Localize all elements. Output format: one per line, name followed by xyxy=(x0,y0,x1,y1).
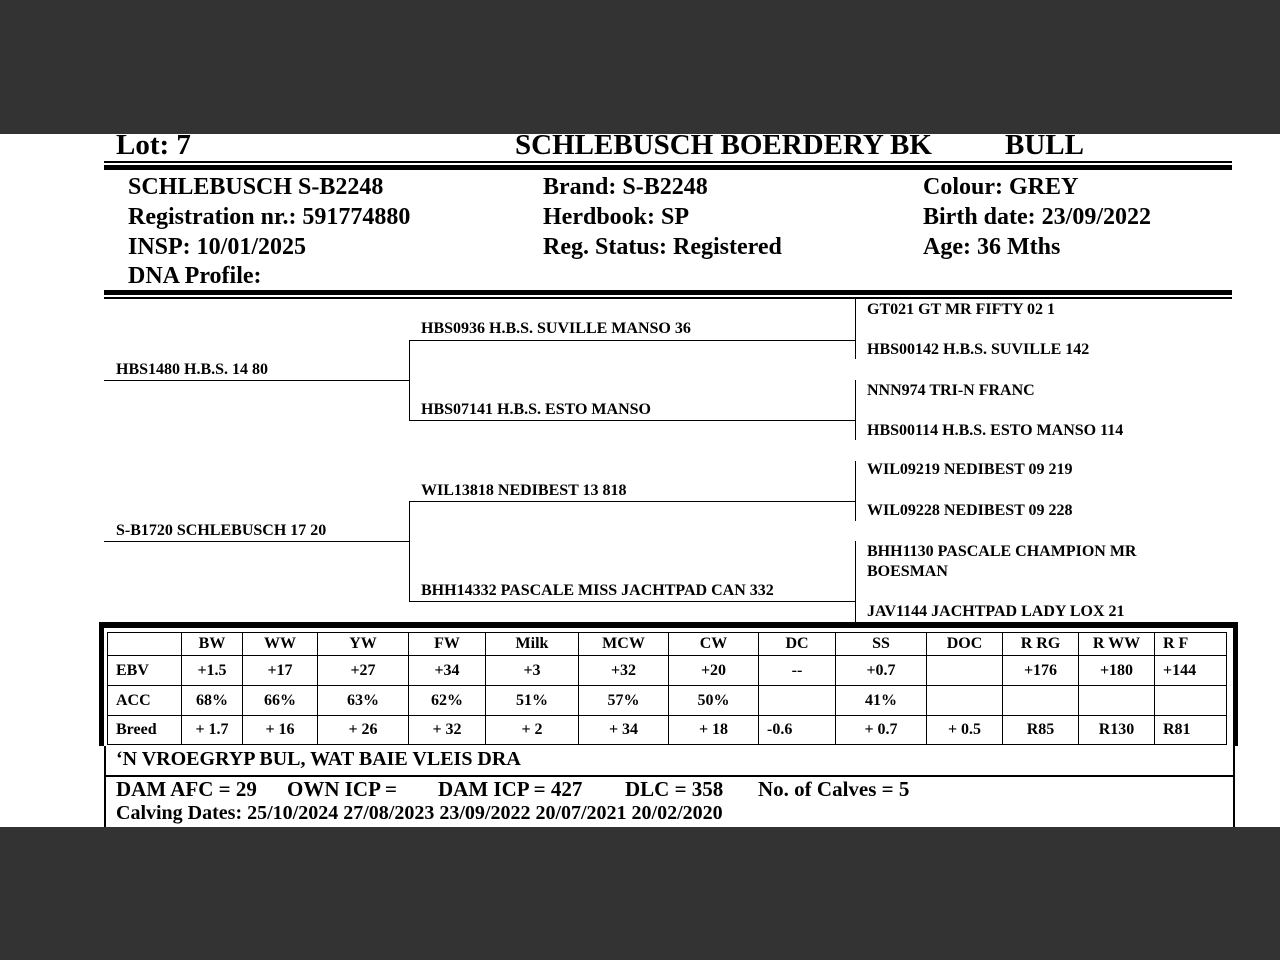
ebv-cell: +27 xyxy=(318,656,409,686)
dam-name: S-B1720 SCHLEBUSCH 17 20 xyxy=(116,522,327,539)
ebv-cell xyxy=(927,656,1003,686)
acc-cell: 57% xyxy=(579,686,669,716)
birth-date: Birth date: 23/09/2022 xyxy=(923,204,1151,230)
info-rule-thick xyxy=(104,290,1232,295)
breed-cell: + 16 xyxy=(243,716,318,745)
own-icp: OWN ICP = xyxy=(287,777,397,801)
ebv-cell: +34 xyxy=(409,656,486,686)
row-label: EBV xyxy=(108,656,182,686)
great-grandparent-4: HBS00114 H.B.S. ESTO MANSO 114 xyxy=(867,422,1124,439)
ebv-column-header: R F xyxy=(1155,633,1227,656)
ebv-column-header: WW xyxy=(243,633,318,656)
pedigree-line-sire xyxy=(104,380,409,381)
pedigree-vline-gg1 xyxy=(855,299,856,359)
breed-cell: + 0.5 xyxy=(927,716,1003,745)
row-label: ACC xyxy=(108,686,182,716)
dam-sire-name: WIL13818 NEDIBEST 13 818 xyxy=(421,482,627,499)
ebv-column-header: FW xyxy=(409,633,486,656)
herdbook: Herdbook: SP xyxy=(543,204,690,230)
ebv-header-row xyxy=(108,633,1227,656)
ebv-column-header: MCW xyxy=(579,633,669,656)
ebv-cell: +176 xyxy=(1003,656,1079,686)
pedigree-line-sire-sire xyxy=(409,340,855,341)
ebv-corner-cell xyxy=(108,633,182,656)
ebv-row-acc xyxy=(108,686,1227,716)
great-grandparent-6: WIL09228 NEDIBEST 09 228 xyxy=(867,502,1073,519)
inspection-date: INSP: 10/01/2025 xyxy=(128,234,307,260)
number-of-calves: No. of Calves = 5 xyxy=(758,777,910,801)
ebv-row-ebv xyxy=(108,656,1227,686)
ebv-cell: +20 xyxy=(669,656,759,686)
brand: Brand: S-B2248 xyxy=(543,174,708,200)
breed-cell: -0.6 xyxy=(759,716,836,745)
info-rule-thin xyxy=(104,297,1232,299)
breed-cell: + 2 xyxy=(486,716,579,745)
header-rule-thick xyxy=(104,165,1232,170)
breed-cell: R130 xyxy=(1079,716,1155,745)
pedigree-line-sire-dam xyxy=(409,420,855,421)
header-rule-thin xyxy=(104,161,1232,163)
great-grandparent-3: NNN974 TRI-N FRANC xyxy=(867,382,1035,399)
pedigree-line-dam xyxy=(104,541,409,542)
breeder-name: SCHLEBUSCH BOERDERY BK xyxy=(515,134,932,161)
pedigree-vline-dam xyxy=(409,501,410,601)
ebv-column-header: CW xyxy=(669,633,759,656)
dam-icp: DAM ICP = 427 xyxy=(438,777,583,801)
ebv-column-header: YW xyxy=(318,633,409,656)
animal-sex: BULL xyxy=(1005,134,1084,161)
breed-cell: + 26 xyxy=(318,716,409,745)
breed-cell: + 32 xyxy=(409,716,486,745)
acc-cell: 50% xyxy=(669,686,759,716)
ebv-column-header: R WW xyxy=(1079,633,1155,656)
catalogue-sheet xyxy=(0,134,1280,827)
ebv-cell: +180 xyxy=(1079,656,1155,686)
ebv-column-header: DOC xyxy=(927,633,1003,656)
pedigree-vline-gg4 xyxy=(855,541,856,625)
great-grandparent-7-cont: BOESMAN xyxy=(867,563,948,580)
ebv-row-breed xyxy=(108,716,1227,745)
sire-dam-name: HBS07141 H.B.S. ESTO MANSO xyxy=(421,401,651,418)
great-grandparent-2: HBS00142 H.B.S. SUVILLE 142 xyxy=(867,341,1090,358)
ebv-column-header: SS xyxy=(836,633,927,656)
ebv-column-header: Milk xyxy=(486,633,579,656)
ebv-cell: +0.7 xyxy=(836,656,927,686)
pedigree-vline-sire xyxy=(409,340,410,420)
breed-cell: R85 xyxy=(1003,716,1079,745)
great-grandparent-7: BHH1130 PASCALE CHAMPION MR xyxy=(867,543,1137,560)
breed-cell: + 18 xyxy=(669,716,759,745)
pedigree-line-dam-sire xyxy=(409,501,855,502)
ebv-cell: -- xyxy=(759,656,836,686)
acc-cell xyxy=(1079,686,1155,716)
calving-dates: Calving Dates: 25/10/2024 27/08/2023 23/09/2022 20/07/2021 20/02/2020 xyxy=(116,802,723,824)
colour: Colour: GREY xyxy=(923,174,1079,200)
acc-cell: 62% xyxy=(409,686,486,716)
ebv-column-header: R RG xyxy=(1003,633,1079,656)
row-label: Breed xyxy=(108,716,182,745)
great-grandparent-5: WIL09219 NEDIBEST 09 219 xyxy=(867,461,1073,478)
dam-dam-name: BHH14332 PASCALE MISS JACHTPAD CAN 332 xyxy=(421,582,774,599)
pedigree-vline-gg3 xyxy=(855,461,856,521)
acc-cell: 63% xyxy=(318,686,409,716)
ebv-cell: +3 xyxy=(486,656,579,686)
acc-cell xyxy=(1003,686,1079,716)
sire-name: HBS1480 H.B.S. 14 80 xyxy=(116,361,269,378)
ebv-table xyxy=(107,632,1227,745)
great-grandparent-1: GT021 GT MR FIFTY 02 1 xyxy=(867,301,1056,318)
description: ‘N VROEGRYP BUL, WAT BAIE VLEIS DRA xyxy=(116,748,521,770)
registration-number: Registration nr.: 591774880 xyxy=(128,204,411,230)
sire-sire-name: HBS0936 H.B.S. SUVILLE MANSO 36 xyxy=(421,320,691,337)
age: Age: 36 Mths xyxy=(923,234,1061,260)
great-grandparent-8: JAV1144 JACHTPAD LADY LOX 21 xyxy=(867,603,1125,620)
ebv-column-header: DC xyxy=(759,633,836,656)
ebv-cell: +1.5 xyxy=(182,656,243,686)
ebv-cell: +17 xyxy=(243,656,318,686)
acc-cell xyxy=(759,686,836,716)
dlc: DLC = 358 xyxy=(625,777,724,801)
breed-cell: + 34 xyxy=(579,716,669,745)
acc-cell xyxy=(1155,686,1227,716)
lot-number: Lot: 7 xyxy=(116,134,191,161)
ebv-cell: +32 xyxy=(579,656,669,686)
dam-afc: DAM AFC = 29 xyxy=(116,777,257,801)
breed-cell: R81 xyxy=(1155,716,1227,745)
acc-cell: 66% xyxy=(243,686,318,716)
ebv-cell: +144 xyxy=(1155,656,1227,686)
ebv-column-header: BW xyxy=(182,633,243,656)
acc-cell: 41% xyxy=(836,686,927,716)
pedigree-line-dam-dam xyxy=(409,601,855,602)
pedigree-vline-gg2 xyxy=(855,380,856,440)
breed-cell: + 1.7 xyxy=(182,716,243,745)
registration-status: Reg. Status: Registered xyxy=(543,234,782,260)
dna-profile: DNA Profile: xyxy=(128,263,262,289)
breed-cell: + 0.7 xyxy=(836,716,927,745)
acc-cell xyxy=(927,686,1003,716)
acc-cell: 68% xyxy=(182,686,243,716)
animal-name: SCHLEBUSCH S-B2248 xyxy=(128,174,384,200)
acc-cell: 51% xyxy=(486,686,579,716)
